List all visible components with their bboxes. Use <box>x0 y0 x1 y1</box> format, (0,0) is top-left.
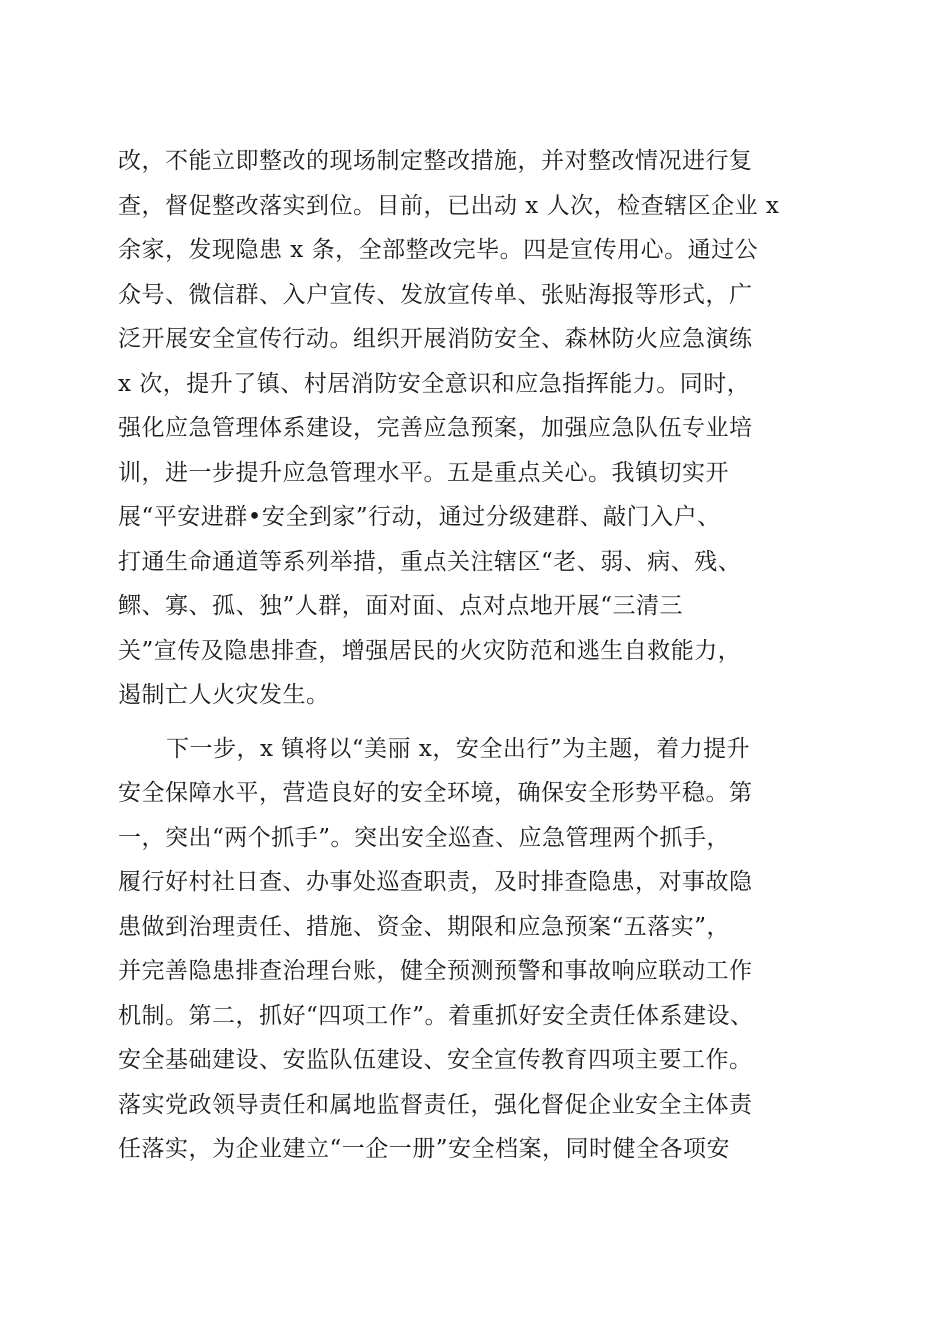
text-line: 机制。第二，抓好“四项工作”。着重抓好安全责任体系建设、 <box>118 1002 754 1029</box>
document-body <box>118 139 838 1172</box>
text-line: 落实党政领导责任和属地监督责任，强化督促企业安全主体责 <box>118 1091 753 1118</box>
text-line: 患做到治理责任、措施、资金、期限和应急预案“五落实”， <box>118 913 731 940</box>
text-line: 一，突出“两个抓手”。突出安全巡查、应急管理两个抓手， <box>118 824 731 851</box>
text-line: 安全基础建设、安监队伍建设、安全宣传教育四项主要工作。 <box>118 1047 753 1073</box>
text-line: 任落实，为企业建立“一企一册”安全档案，同时健全各项安 <box>118 1136 731 1162</box>
text-line: 余家，发现隐患 x 条，全部整改完毕。四是宣传用心。通过公 <box>118 237 759 263</box>
paragraph-spacer <box>118 718 838 727</box>
text-line: 鳏、寡、孤、独”人群，面对面、点对点地开展“三清三 <box>118 593 684 619</box>
text-line: 众号、微信群、入户宣传、发放宣传单、张贴海报等形式，广 <box>118 281 753 308</box>
paragraph-2 <box>118 727 838 1172</box>
text-line: 改，不能立即整改的现场制定整改措施，并对整改情况进行复 <box>118 148 753 174</box>
text-line: 履行好村社日查、办事处巡查职责，及时排查隐患，对事故隐 <box>118 869 753 895</box>
text-line: 打通生命通道等系列举措，重点关注辖区“老、弱、病、残、 <box>118 548 742 575</box>
paragraph-1 <box>118 139 838 718</box>
text-line: 训，进一步提升应急管理水平。五是重点关心。我镇切实开 <box>118 459 729 486</box>
text-line: 展“平安进群•安全到家”行动，通过分级建群、敲门入户、 <box>118 504 721 530</box>
text-line: x 次，提升了镇、村居消防安全意识和应急指挥能力。同时， <box>118 370 751 397</box>
text-line: 遏制亡人火灾发生。 <box>118 682 330 708</box>
text-line: 下一步，x 镇将以“美丽 x，安全出行”为主题，着力提升 <box>166 735 751 762</box>
text-line: 泛开展安全宣传行动。组织开展消防安全、森林防火应急演练 <box>118 326 753 352</box>
text-line: 强化应急管理体系建设，完善应急预案，加强应急队伍专业培 <box>118 415 753 441</box>
text-line: 查，督促整改落实到位。目前，已出动 x 人次，检查辖区企业 x <box>118 192 780 219</box>
text-line: 并完善隐患排查治理台账，健全预测预警和事故响应联动工作 <box>118 958 753 984</box>
text-line: 安全保障水平，营造良好的安全环境，确保安全形势平稳。第 <box>118 780 753 806</box>
text-line: 关”宣传及隐患排查，增强居民的火灾防范和逃生自救能力， <box>118 637 742 664</box>
